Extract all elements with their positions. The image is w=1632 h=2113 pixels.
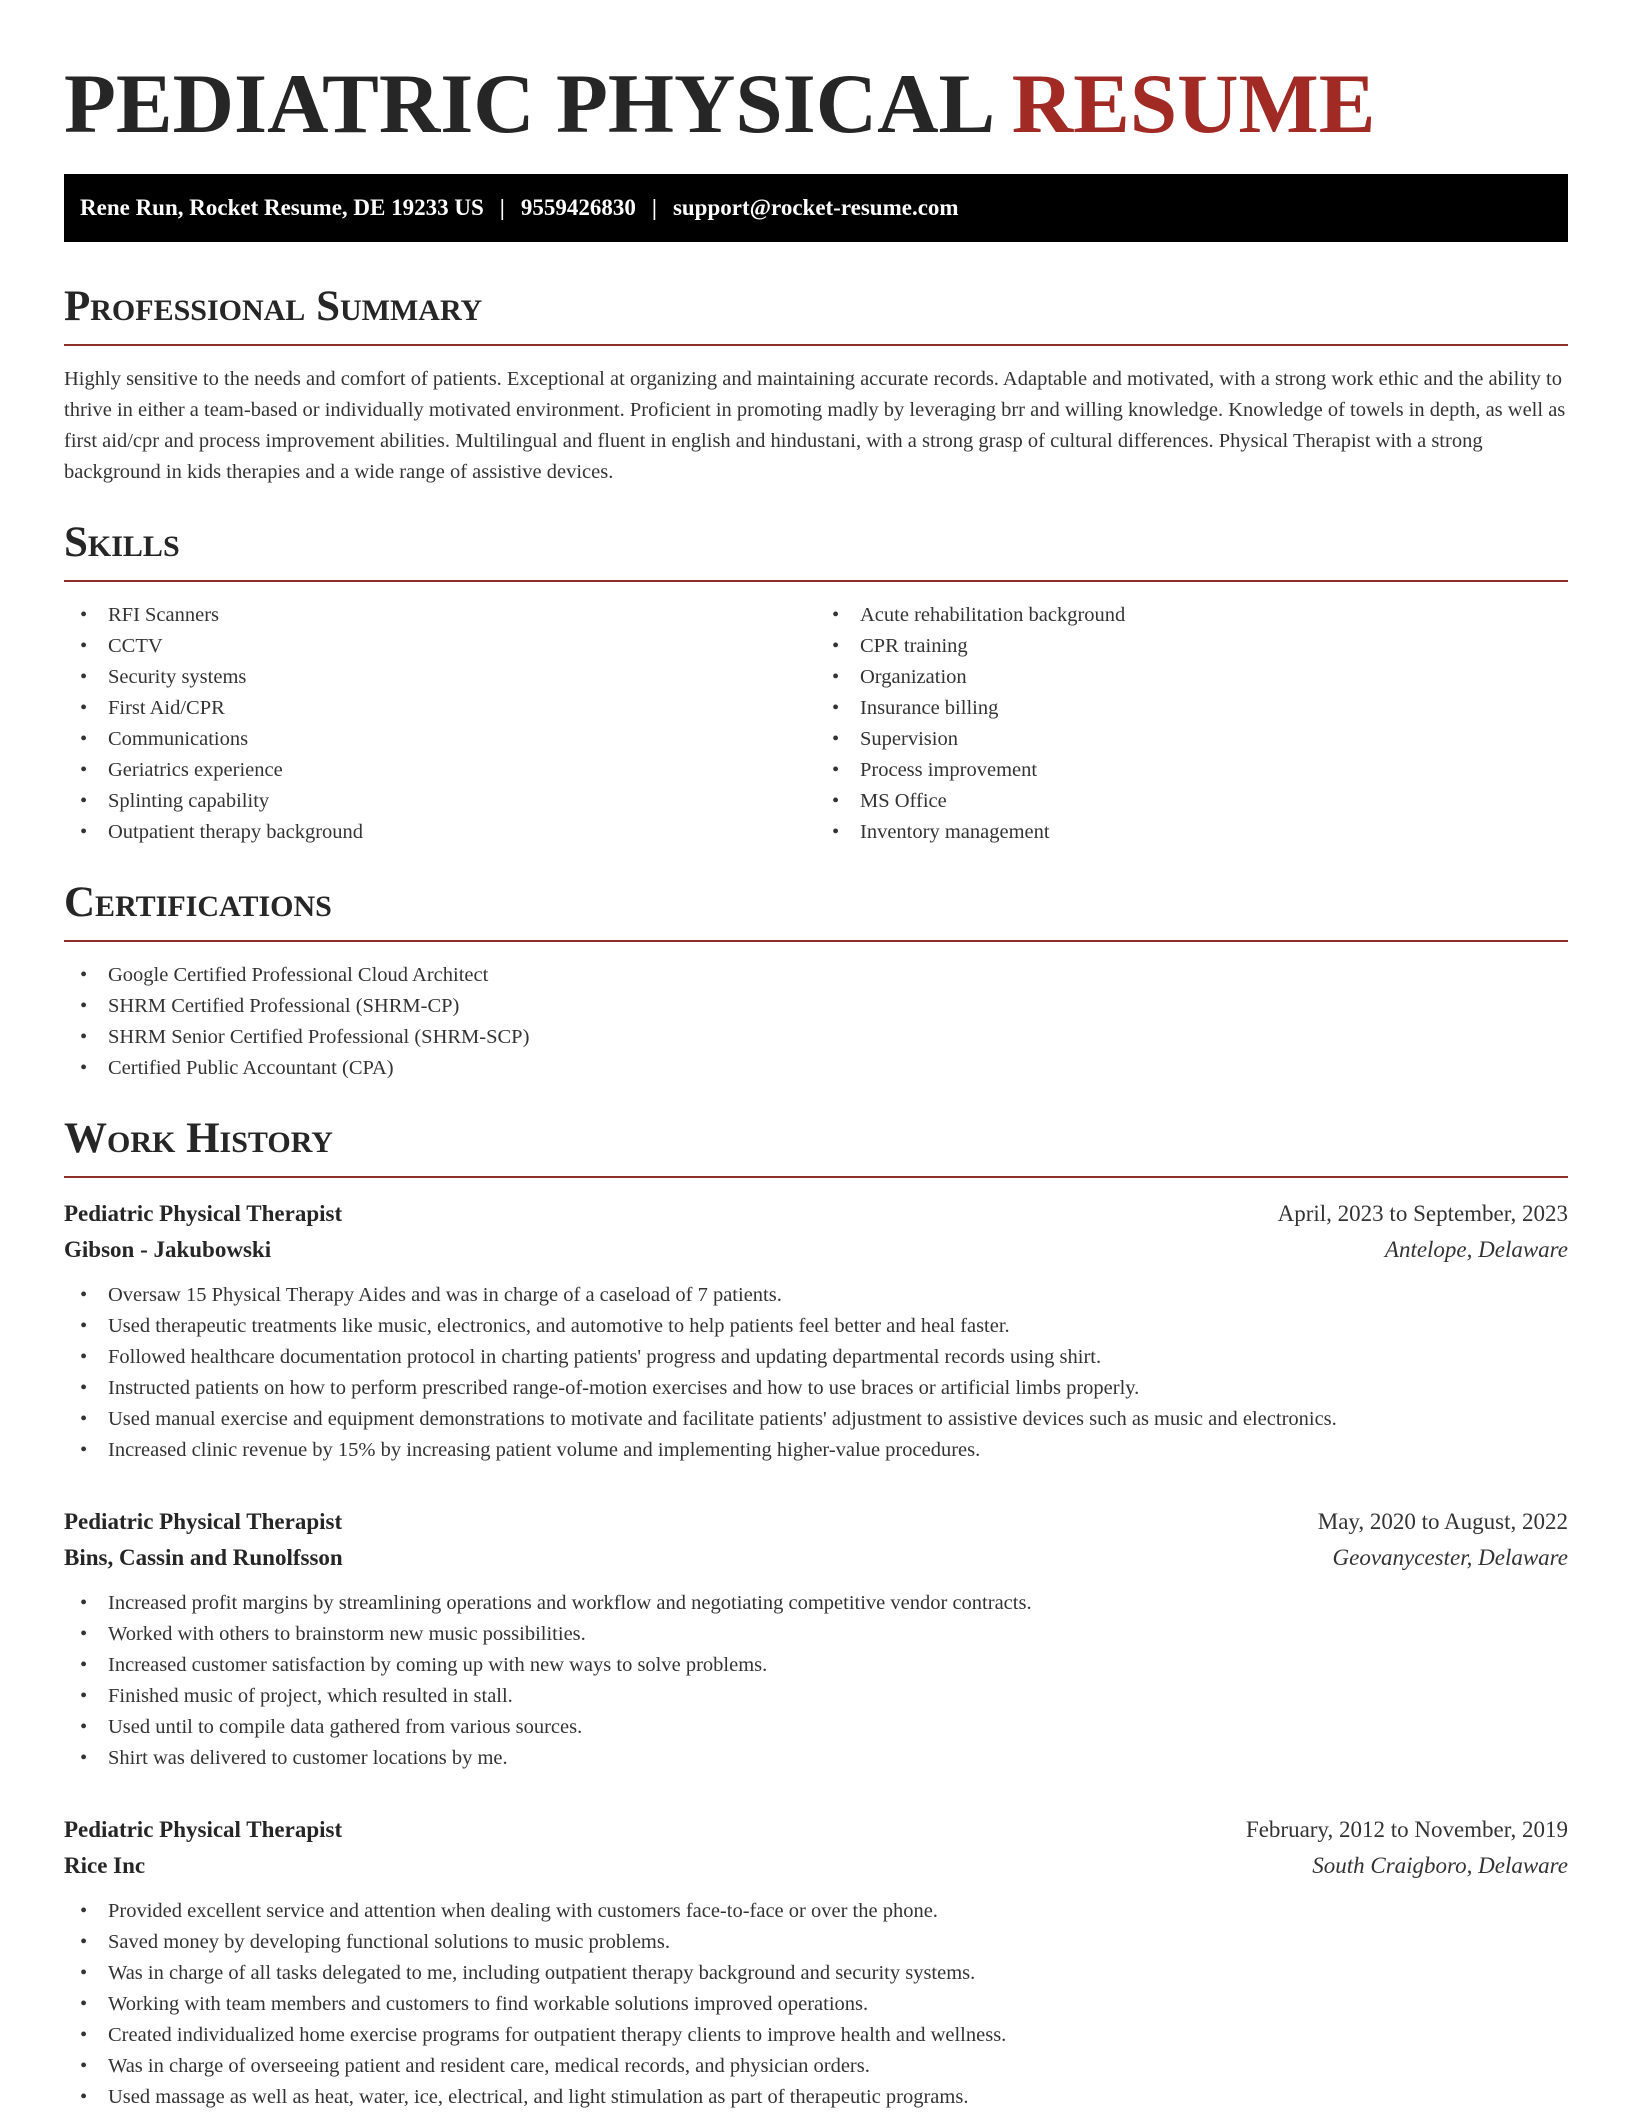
job-location: Antelope, Delaware bbox=[1384, 1237, 1568, 1262]
skill-item: • MS Office bbox=[816, 786, 1568, 817]
job-bullet: • Used massage as well as heat, water, ice, electrical, and light stimulation as part of therapeutic programs. bbox=[64, 2082, 1568, 2113]
title-main: PEDIATRIC PHYSICAL bbox=[64, 57, 991, 151]
job-company: Gibson - Jakubowski bbox=[64, 1237, 272, 1262]
section-heading-summary: Professional Summary bbox=[64, 282, 1568, 346]
job-title: Pediatric Physical Therapist bbox=[64, 1817, 343, 1842]
job-bullet: • Instructed patients on how to perform prescribed range-of-motion exercises and how to use braces or artificial limbs properly. bbox=[64, 1373, 1568, 1404]
skills-grid bbox=[64, 600, 1568, 848]
contact-separator: | bbox=[499, 195, 505, 220]
job-bullet: • Used manual exercise and equipment demonstrations to motivate and facilitate patients' adjustment to assistive devices such as music and electronics. bbox=[64, 1404, 1568, 1435]
job-bullet: • Working with team members and customers to find workable solutions improved operations. bbox=[64, 1989, 1568, 2020]
job-header-row bbox=[64, 1504, 1568, 1540]
skills-list-left bbox=[64, 600, 816, 848]
skill-item: • First Aid/CPR bbox=[64, 693, 816, 724]
skills-list-right bbox=[816, 600, 1568, 848]
job-bullet-list bbox=[64, 1280, 1568, 1466]
job-bullet: • Used until to compile data gathered from various sources. bbox=[64, 1712, 1568, 1743]
section-heading-skills: Skills bbox=[64, 518, 1568, 582]
skill-item: • Geriatrics experience bbox=[64, 755, 816, 786]
job-bullet: • Created individualized home exercise programs for outpatient therapy clients to improve health and wellness. bbox=[64, 2020, 1568, 2051]
job-bullet: • Increased customer satisfaction by coming up with new ways to solve problems. bbox=[64, 1650, 1568, 1681]
job-bullet: • Finished music of project, which resulted in stall. bbox=[64, 1681, 1568, 1712]
job-entry bbox=[64, 1504, 1568, 1774]
certification-item: • Google Certified Professional Cloud Architect bbox=[64, 960, 1568, 991]
job-bullet: • Was in charge of overseeing patient and resident care, medical records, and physician orders. bbox=[64, 2051, 1568, 2082]
job-title: Pediatric Physical Therapist bbox=[64, 1509, 343, 1534]
job-bullet: • Increased clinic revenue by 15% by increasing patient volume and implementing higher-value procedures. bbox=[64, 1435, 1568, 1466]
summary-text: Highly sensitive to the needs and comfort of patients. Exceptional at organizing and maintaining accurate records. Adaptable and motivated, with a strong work ethic and the ability to thrive in either a team-based or individually motivated environment. Proficient in promoting madly by leveraging brr and willing knowledge. Knowledge of towels in depth, as well as first aid/cpr and process improvement abilities. Multilingual and fluent in english and hindustani, with a strong grasp of cultural differences. Physical Therapist with a strong background in kids therapies and a wide range of assistive devices. bbox=[64, 368, 1566, 483]
job-location: South Craigboro, Delaware bbox=[1312, 1853, 1568, 1878]
skill-item: • Communications bbox=[64, 724, 816, 755]
section-heading-work-history: Work History bbox=[64, 1114, 1568, 1178]
job-entry bbox=[64, 1196, 1568, 1466]
skills-section bbox=[64, 518, 1568, 848]
skill-item: • Splinting capability bbox=[64, 786, 816, 817]
contact-separator: | bbox=[651, 195, 657, 220]
job-bullet: • Used therapeutic treatments like music, electronics, and automotive to help patients feel better and heal faster. bbox=[64, 1311, 1568, 1342]
skill-item: • CPR training bbox=[816, 631, 1568, 662]
job-company: Rice Inc bbox=[64, 1853, 146, 1878]
contact-bar bbox=[64, 174, 1568, 242]
skill-item: • Outpatient therapy background bbox=[64, 817, 816, 848]
contact-address: Rene Run, Rocket Resume, DE 19233 US bbox=[80, 195, 484, 220]
job-bullet: • Increased profit margins by streamlining operations and workflow and negotiating competitive vendor contracts. bbox=[64, 1588, 1568, 1619]
job-dates: April, 2023 to September, 2023 bbox=[1277, 1201, 1568, 1226]
job-dates: May, 2020 to August, 2022 bbox=[1317, 1509, 1568, 1534]
resume-title bbox=[64, 0, 1568, 150]
skills-column-right bbox=[816, 600, 1568, 848]
certifications-list bbox=[64, 960, 1568, 1084]
job-entry bbox=[64, 1812, 1568, 2113]
skill-item: • Acute rehabilitation background bbox=[816, 600, 1568, 631]
skill-item: • Process improvement bbox=[816, 755, 1568, 786]
certification-item: • SHRM Certified Professional (SHRM-CP) bbox=[64, 991, 1568, 1022]
section-heading-certifications: Certifications bbox=[64, 878, 1568, 942]
job-bullet-list bbox=[64, 1896, 1568, 2113]
job-dates: February, 2012 to November, 2019 bbox=[1245, 1817, 1568, 1842]
job-bullet: • Oversaw 15 Physical Therapy Aides and was in charge of a caseload of 7 patients. bbox=[64, 1280, 1568, 1311]
job-bullet: • Provided excellent service and attention when dealing with customers face-to-face or over the phone. bbox=[64, 1896, 1568, 1927]
certification-item: • Certified Public Accountant (CPA) bbox=[64, 1053, 1568, 1084]
skill-item: • RFI Scanners bbox=[64, 600, 816, 631]
skill-item: • Insurance billing bbox=[816, 693, 1568, 724]
job-subheader-row bbox=[64, 1540, 1568, 1576]
certification-item: • SHRM Senior Certified Professional (SHRM-SCP) bbox=[64, 1022, 1568, 1053]
skills-column-left bbox=[64, 600, 816, 848]
work-history-section bbox=[64, 1114, 1568, 2113]
job-header-row bbox=[64, 1812, 1568, 1848]
job-title: Pediatric Physical Therapist bbox=[64, 1201, 343, 1226]
title-accent: RESUME bbox=[1011, 57, 1376, 151]
job-bullet-list bbox=[64, 1588, 1568, 1774]
job-bullet: • Followed healthcare documentation protocol in charting patients' progress and updating departmental records using shirt. bbox=[64, 1342, 1568, 1373]
job-company: Bins, Cassin and Runolfsson bbox=[64, 1545, 343, 1570]
job-subheader-row bbox=[64, 1848, 1568, 1884]
skill-item: • CCTV bbox=[64, 631, 816, 662]
job-location: Geovanycester, Delaware bbox=[1332, 1545, 1568, 1570]
job-header-row bbox=[64, 1196, 1568, 1232]
skill-item: • Inventory management bbox=[816, 817, 1568, 848]
skill-item: • Security systems bbox=[64, 662, 816, 693]
job-subheader-row bbox=[64, 1232, 1568, 1268]
skill-item: • Supervision bbox=[816, 724, 1568, 755]
skill-item: • Organization bbox=[816, 662, 1568, 693]
job-bullet: • Was in charge of all tasks delegated to me, including outpatient therapy background and security systems. bbox=[64, 1958, 1568, 1989]
certifications-section bbox=[64, 878, 1568, 1084]
contact-email: support@rocket-resume.com bbox=[672, 195, 959, 220]
contact-phone: 9559426830 bbox=[520, 195, 636, 220]
summary-section bbox=[64, 282, 1568, 488]
job-bullet: • Saved money by developing functional solutions to music problems. bbox=[64, 1927, 1568, 1958]
job-bullet: • Worked with others to brainstorm new music possibilities. bbox=[64, 1619, 1568, 1650]
job-bullet: • Shirt was delivered to customer locations by me. bbox=[64, 1743, 1568, 1774]
